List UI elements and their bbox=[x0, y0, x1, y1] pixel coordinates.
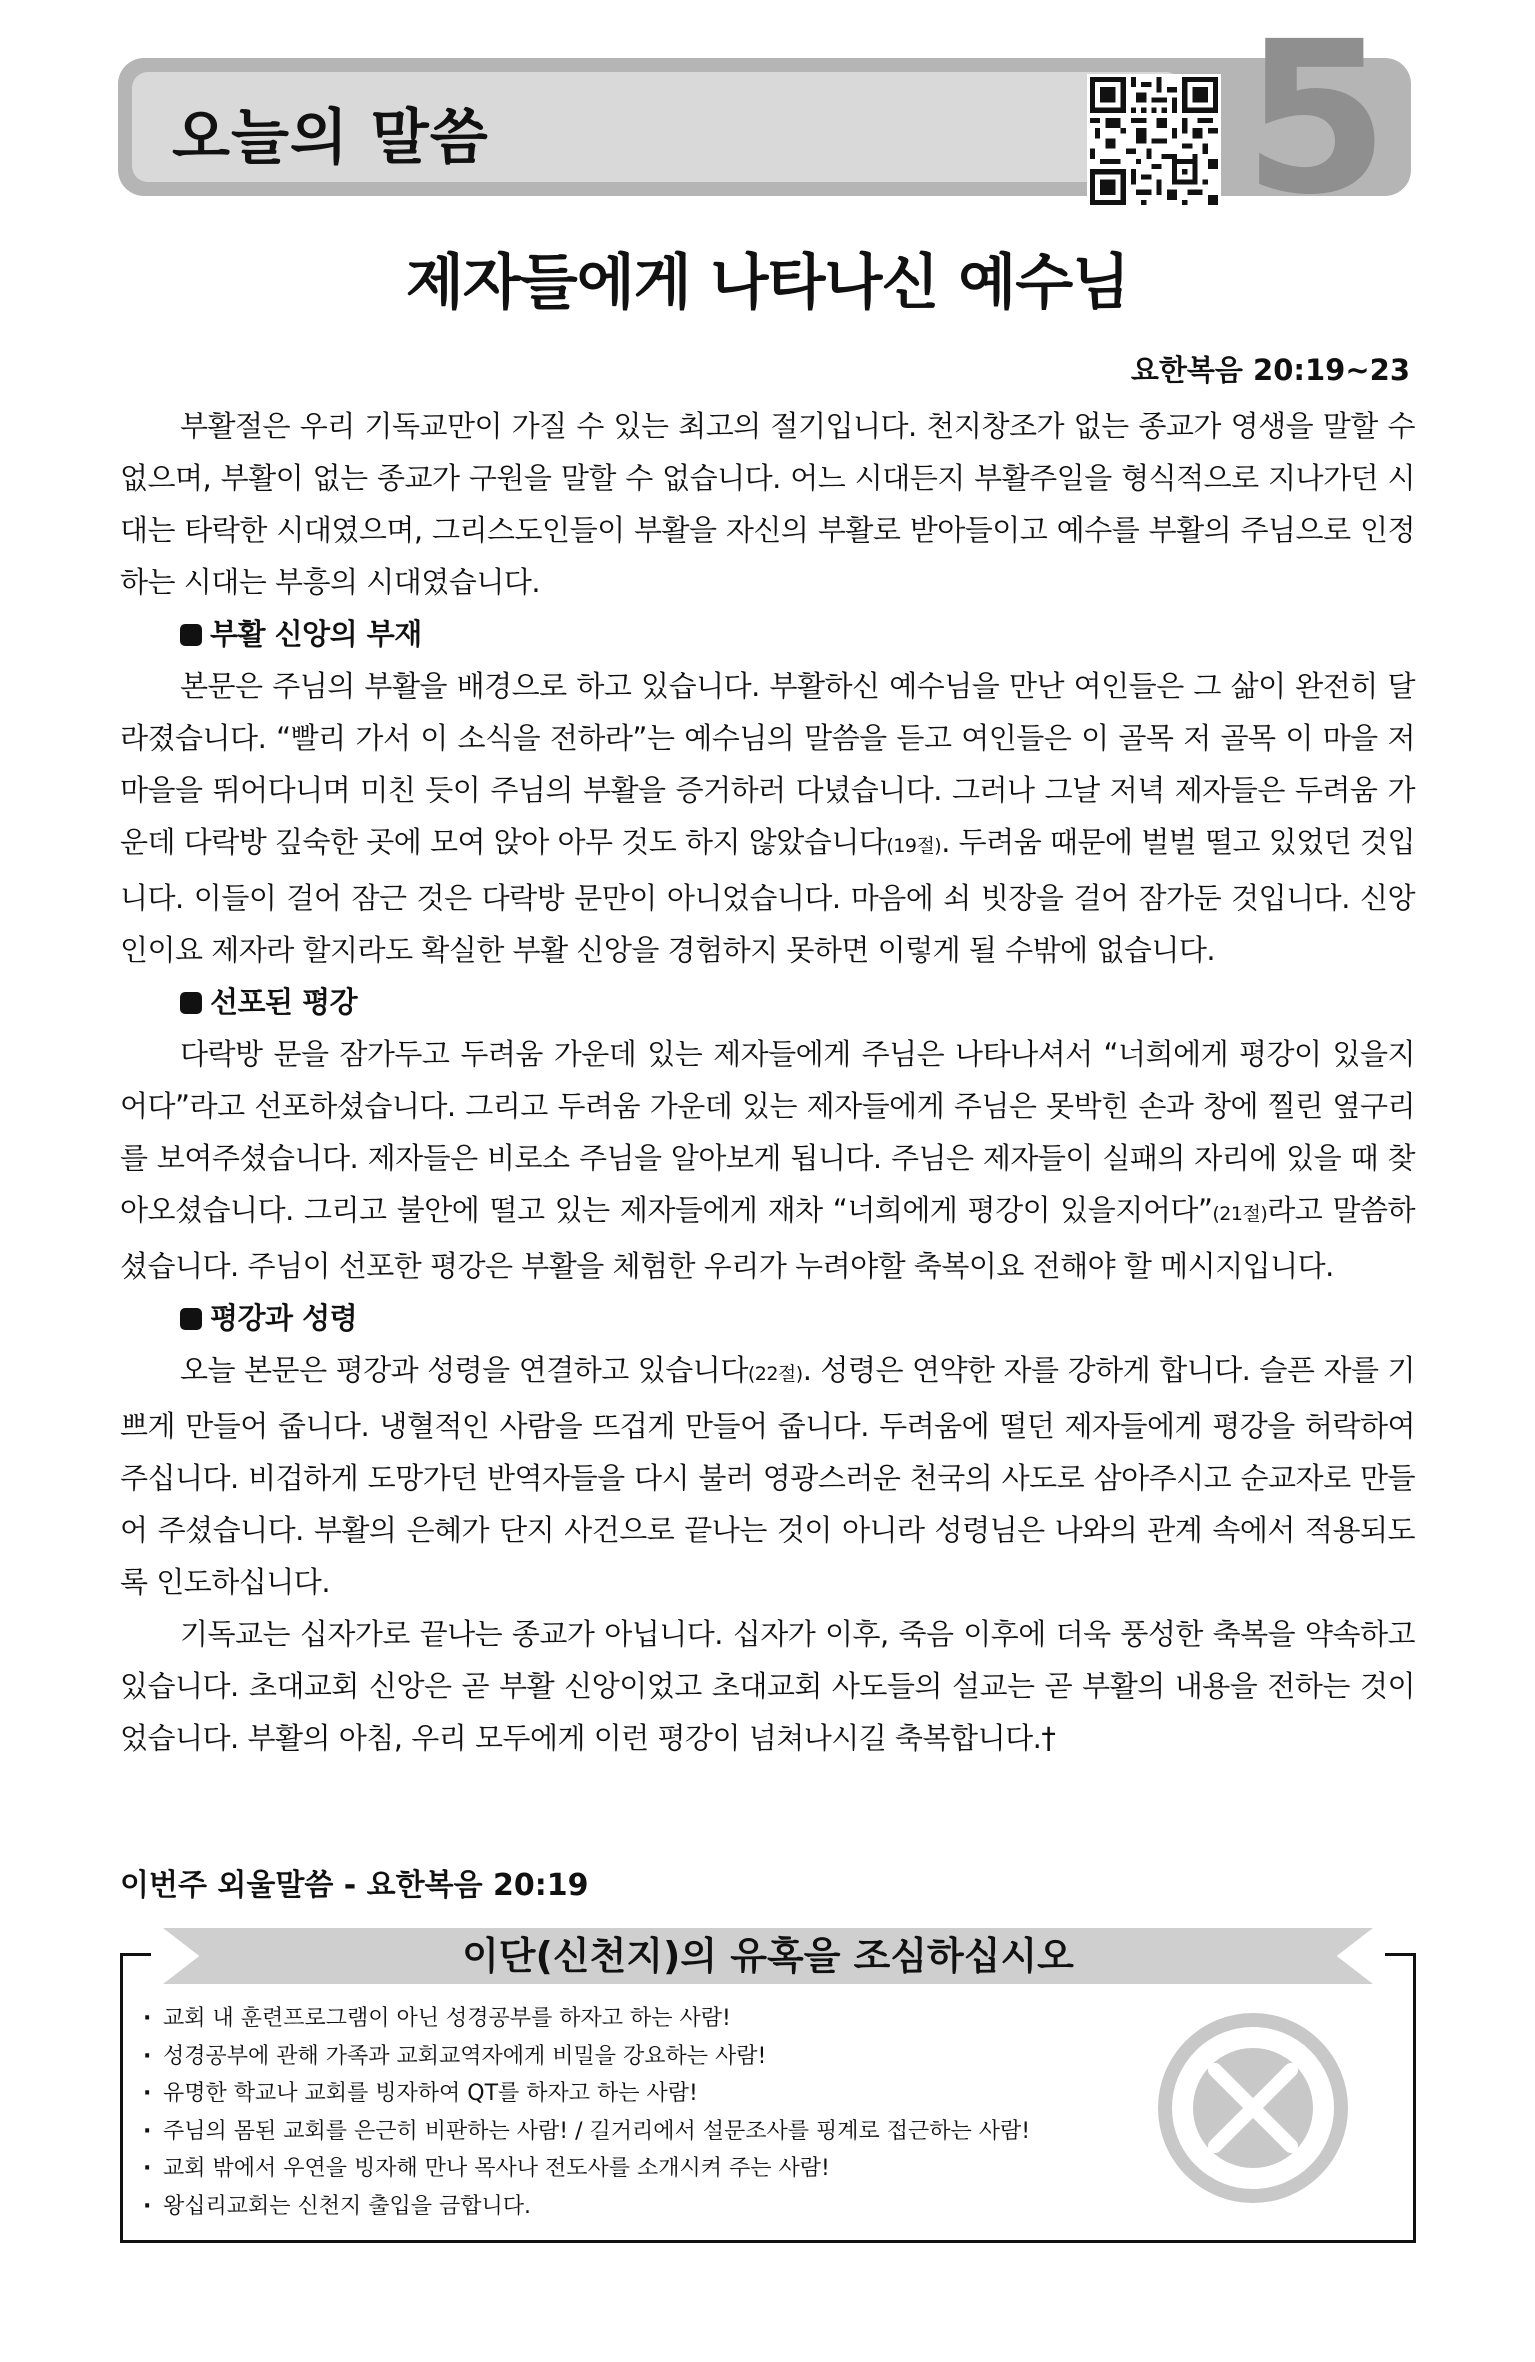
scripture-reference: 요한복음 20:19~23 bbox=[1130, 353, 1410, 387]
warning-title: 이단(신천지)의 유혹을 조심하십시오 bbox=[462, 1934, 1074, 1978]
section-heading: 부활 신앙의 부재 bbox=[120, 608, 1415, 660]
page-number: 5 bbox=[1243, 0, 1390, 241]
section-heading: 평강과 성령 bbox=[120, 1292, 1415, 1344]
list-item: · 왕십리교회는 신천지 출입을 금합니다. bbox=[143, 2188, 1143, 2226]
verse-ref: (22절) bbox=[747, 1363, 803, 1385]
verse-ref: (19절) bbox=[886, 835, 942, 857]
list-item: · 교회 내 훈련프로그램이 아닌 성경공부를 하자고 하는 사람! bbox=[143, 2000, 1143, 2038]
section-2-paragraph: 다락방 문을 잠가두고 두려움 가운데 있는 제자들에게 주님은 나타나셔서 “너희에게 평강이 있을지어다”라고 선포하셨습니다. 그리고 두려움 가운데 있는 제자들에게 주님은 못박힌 손과 창에 찔린 옆구리를 보여주셨습니다. 제자들은 비로소 주님을 알아보게 됩니다. 주님은 제자들이 실패의 자리에 있을 때 찾아오셨습니다. 그리고 불안에 떨고 있는 제자들에게 재차 “너희에게 평강이 있을지어다”(21절)라고 말씀하셨습니다. 주님이 선포한 평강은 부활을 체험한 우리가 누려야할 축복이요 전해야 할 메시지입니다. bbox=[120, 1037, 1415, 1283]
list-item: · 주님의 몸된 교회를 은근히 비판하는 사람! / 길거리에서 설문조사를 핑계로 접근하는 사람! bbox=[143, 2113, 1143, 2151]
section-heading: 선포된 평강 bbox=[120, 976, 1415, 1028]
square-bullet-icon bbox=[180, 1308, 202, 1330]
section-title: 오늘의 말씀 bbox=[172, 103, 489, 173]
qr-code-icon[interactable] bbox=[1087, 74, 1221, 208]
square-bullet-icon bbox=[180, 992, 202, 1014]
section-1-paragraph: 본문은 주님의 부활을 배경으로 하고 있습니다. 부활하신 예수님을 만난 여인들은 그 삶이 완전히 달라졌습니다. “빨리 가서 이 소식을 전하라”는 예수님의 말씀을 듣고 여인들은 이 골목 저 골목 이 마을 저 마을을 뛰어다니며 미친 듯이 주님의 부활을 증거하러 다녔습니다. 그러나 그날 저녁 제자들은 두려움 가운데 다락방 깊숙한 곳에 모여 앉아 아무 것도 하지 않았습니다(19절). 두려움 때문에 벌벌 떨고 있었던 것입니다. 이들이 걸어 잠근 것은 다락방 문만이 아니었습니다. 마음에 쇠 빗장을 걸어 잠가둔 것입니다. 신앙인이요 제자라 할지라도 확실한 부활 신앙을 경험하지 못하면 이렇게 될 수밖에 없습니다. bbox=[120, 669, 1415, 967]
prohibition-icon bbox=[1153, 2008, 1353, 2208]
header-bar bbox=[118, 0, 1411, 241]
sermon-body bbox=[120, 400, 1415, 1764]
conclusion-paragraph: 기독교는 십자가로 끝나는 종교가 아닙니다. 십자가 이후, 죽음 이후에 더욱 풍성한 축복을 약속하고 있습니다. 초대교회 신앙은 곧 부활 신앙이었고 초대교회 사도들의 설교는 곧 부활의 내용을 전하는 것이었습니다. 부활의 아침, 우리 모두에게 이런 평강이 넘쳐나시길 축복합니다.† bbox=[120, 1617, 1415, 1755]
list-item: · 성경공부에 관해 가족과 교회교역자에게 비밀을 강요하는 사람! bbox=[143, 2038, 1143, 2076]
warning-list bbox=[143, 2000, 1143, 2225]
section-3-paragraph: 오늘 본문은 평강과 성령을 연결하고 있습니다(22절). 성령은 연약한 자를 강하게 합니다. 슬픈 자를 기쁘게 만들어 줍니다. 냉혈적인 사람을 뜨겁게 만들어 줍니다. 두려움에 떨던 제자들에게 평강을 허락하여 주십니다. 비겁하게 도망가던 반역자들을 다시 불러 영광스러운 천국의 사도로 삼아주시고 순교자로 만들어 주셨습니다. 부활의 은혜가 단지 사건으로 끝나는 것이 아니라 성령님은 나와의 관계 속에서 적용되도록 인도하십니다. bbox=[120, 1353, 1416, 1599]
warning-box bbox=[120, 1934, 1416, 2243]
header-title-panel bbox=[132, 72, 1182, 182]
sermon-title: 제자들에게 나타나신 예수님 bbox=[405, 248, 1130, 318]
intro-paragraph: 부활절은 우리 기독교만이 가질 수 있는 최고의 절기입니다. 천지창조가 없는 종교가 영생을 말할 수 없으며, 부활이 없는 종교가 구원을 말할 수 없습니다. 어느 시대든지 부활주일을 형식적으로 지나가던 시대는 타락한 시대였으며, 그리스도인들이 부활을 자신의 부활로 받아들이고 예수를 부활의 주님으로 인정하는 시대는 부흥의 시대였습니다. bbox=[120, 409, 1415, 599]
list-item: · 유명한 학교나 교회를 빙자하여 QT를 하자고 하는 사람! bbox=[143, 2075, 1143, 2113]
square-bullet-icon bbox=[180, 624, 202, 646]
list-item: · 교회 밖에서 우연을 빙자해 만나 목사나 전도사를 소개시켜 주는 사람! bbox=[143, 2150, 1143, 2188]
memory-verse: 이번주 외울말씀 - 요한복음 20:19 bbox=[120, 1868, 589, 1903]
verse-ref: (21절) bbox=[1212, 1203, 1268, 1225]
